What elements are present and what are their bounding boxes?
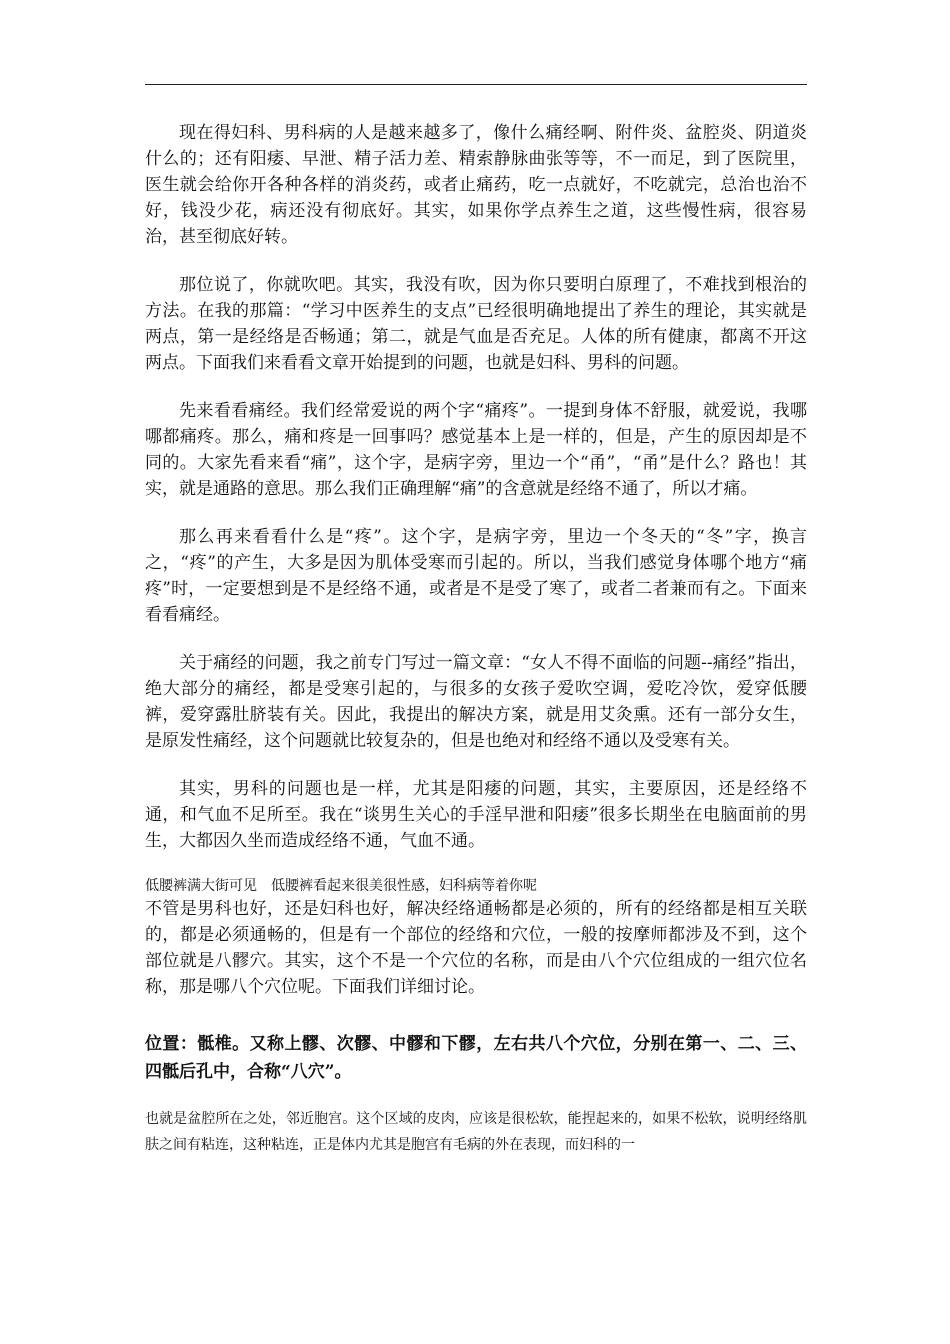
paragraph-6: 其实，男科的问题也是一样，尤其是阳痿的问题，其实，主要原因，还是经络不通，和气血不足所至。我在“谈男生关心的手淫早泄和阳痿”很多长期坐在电脑面前的男生，大都因久坐而造成经络不通，气血不通。 <box>145 779 807 851</box>
paragraph-3: 先来看看痛经。我们经常爱说的两个字“痛疼”。一提到身体不舒服，就爱说，我哪哪都痛疼。那么，痛和疼是一回事吗？感觉基本上是一样的，但是，产生的原因却是不同的。大家先看来看“痛”，这个字，是病字旁，里边一个“甬”，“甬”是什么？路也！其实，就是通路的意思。那么我们正确理解“痛”的含意就是经络不通了，所以才痛。 <box>145 401 807 499</box>
paragraph-4: 那么再来看看什么是“疼”。这个字，是病字旁，里边一个冬天的“冬”字，换言之，“疼”的产生，大多是因为肌体受寒而引起的。所以，当我们感觉身体哪个地方“痛疼”时，一定要想到是不是经络不通，或者是不是受了寒了，或者二者兼而有之。下面来看看痛经。 <box>145 527 807 625</box>
final-paragraph: 也就是盆腔所在之处，邻近胞宫。这个区域的皮肉，应该是很松软，能捏起来的，如果不松软，说明经络肌肤之间有粘连，这种粘连，正是体内尤其是胞宫有毛病的外在表现，而妇科的一 <box>145 1111 807 1153</box>
paragraph-1: 现在得妇科、男科病的人是越来越多了，像什么痛经啊、附件炎、盆腔炎、阴道炎什么的；还有阳痿、早泄、精子活力差、精索静脉曲张等等，不一而足，到了医院里，医生就会给你开各种各样的消炎药，或者止痛药，吃一点就好，不吃就完，总治也治不好，钱没少花，病还没有彻底好。其实，如果你学点养生之道，这些慢性病，很容易治，甚至彻底好转。 <box>145 123 807 247</box>
paragraph-2: 那位说了，你就吹吧。其实，我没有吹，因为你只要明白原理了，不难找到根治的方法。在我的那篇：“学习中医养生的支点”已经很明确地提出了养生的理论，其实就是两点，第一是经络是否畅通；第二，就是气血是否充足。人体的所有健康，都离不开这两点。下面我们来看看文章开始提到的问题，也就是妇科、男科的问题。 <box>145 275 807 373</box>
header-rule <box>145 84 807 85</box>
paragraph-5: 关于痛经的问题，我之前专门写过一篇文章：“女人不得不面临的问题--痛经”指出，绝大部分的痛经，都是受寒引起的，与很多的女孩子爱吹空调，爱吃冷饮，爱穿低腰裤，爱穿露肚脐装有关。因此，我提出的解决方案，就是用艾灸熏。还有一部分女生，是原发性痛经，这个问题就比较复杂的，但是也绝对和经络不通以及受寒有关。 <box>145 653 807 751</box>
document-body <box>145 120 807 1158</box>
location-heading: 位置：骶椎。又称上髎、次髎、中髎和下髎，左右共八个穴位，分别在第一、二、三、四骶后孔中，合称“八穴”。 <box>145 1034 807 1082</box>
paragraph-7: 不管是男科也好，还是妇科也好，解决经络通畅都是必须的，所有的经络都是相互关联的，都是必须通畅的，但是有一个部位的经络和穴位，一般的按摩师都涉及不到，这个部位就是八髎穴。其实，这个不是一个穴位的名称，而是由八个穴位组成的一组穴位名称，那是哪八个穴位呢。下面我们详细讨论。 <box>145 899 807 997</box>
image-caption: 低腰裤满大街可见 低腰裤看起来很美很性感，妇科病等着你呢 <box>145 878 537 894</box>
